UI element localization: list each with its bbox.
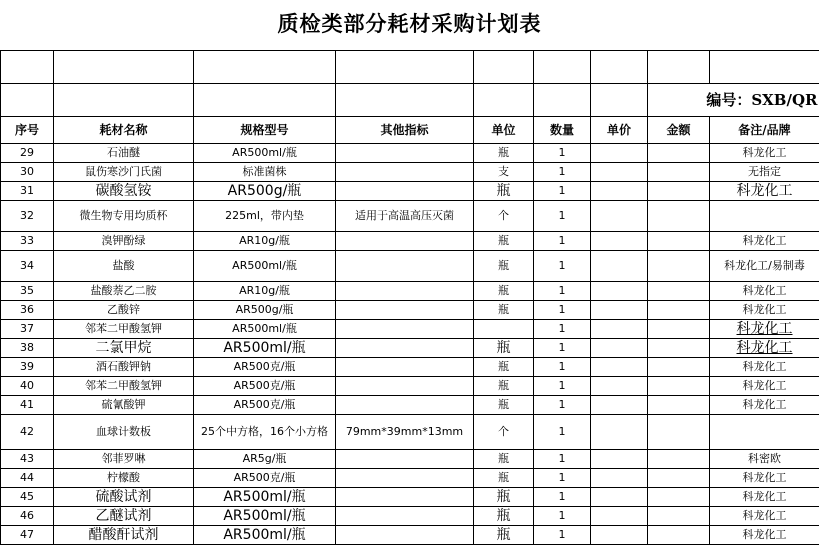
- cell-note: 科龙化工: [710, 301, 819, 320]
- cell-price: [591, 251, 648, 282]
- cell-name: 二氯甲烷: [54, 339, 194, 358]
- cell-note: 科龙化工: [710, 377, 819, 396]
- cell-other: 适用于高温高压灭菌: [336, 201, 474, 232]
- cell-qty: 1: [534, 469, 591, 488]
- page-title: 质检类部分耗材采购计划表: [0, 0, 819, 50]
- cell-no: 36: [1, 301, 54, 320]
- cell-qty: 1: [534, 320, 591, 339]
- cell-other: [336, 232, 474, 251]
- cell-qty: 1: [534, 163, 591, 182]
- cell-note: 科龙化工: [710, 182, 819, 201]
- cell-name: 乙酸锌: [54, 301, 194, 320]
- cell-note: 科龙化工: [710, 488, 819, 507]
- cell-amount: [648, 450, 710, 469]
- cell-unit: 瓶: [474, 144, 534, 163]
- procurement-table: [0, 50, 819, 545]
- cell-price: [591, 450, 648, 469]
- cell-other: [336, 144, 474, 163]
- cell-no: 45: [1, 488, 54, 507]
- cell-name: 盐酸萘乙二胺: [54, 282, 194, 301]
- cell-spec: 225ml，带内垫: [194, 201, 336, 232]
- cell-price: [591, 469, 648, 488]
- cell-qty: 1: [534, 182, 591, 201]
- cell-spec: AR10g/瓶: [194, 282, 336, 301]
- cell-amount: [648, 320, 710, 339]
- header-amount: 金额: [648, 117, 710, 144]
- code-row: [1, 84, 819, 117]
- table-row: [1, 201, 819, 232]
- cell-other: [336, 358, 474, 377]
- header-unit: 单位: [474, 117, 534, 144]
- cell-spec: AR500ml/瓶: [194, 507, 336, 526]
- cell-price: [591, 182, 648, 201]
- cell-unit: 瓶: [474, 182, 534, 201]
- table-row: [1, 469, 819, 488]
- cell-price: [591, 201, 648, 232]
- cell-spec: AR500克/瓶: [194, 396, 336, 415]
- cell-spec: AR500ml/瓶: [194, 144, 336, 163]
- cell-note: 科龙化工/易制毒: [710, 251, 819, 282]
- cell-price: [591, 339, 648, 358]
- cell-no: 47: [1, 526, 54, 545]
- cell-unit: 瓶: [474, 488, 534, 507]
- cell-amount: [648, 396, 710, 415]
- cell-amount: [648, 201, 710, 232]
- cell-amount: [648, 163, 710, 182]
- cell-unit: 瓶: [474, 507, 534, 526]
- cell-price: [591, 163, 648, 182]
- cell-no: 41: [1, 396, 54, 415]
- cell-no: 35: [1, 282, 54, 301]
- cell-amount: [648, 488, 710, 507]
- table-row: [1, 144, 819, 163]
- cell-price: [591, 320, 648, 339]
- cell-qty: 1: [534, 251, 591, 282]
- cell-note: 科龙化工: [710, 526, 819, 545]
- cell-spec: AR500克/瓶: [194, 358, 336, 377]
- cell-name: 邻菲罗啉: [54, 450, 194, 469]
- cell-price: [591, 144, 648, 163]
- cell-qty: 1: [534, 144, 591, 163]
- table-row: [1, 415, 819, 450]
- cell-note: 无指定: [710, 163, 819, 182]
- cell-spec: AR500ml/瓶: [194, 251, 336, 282]
- cell-qty: 1: [534, 396, 591, 415]
- cell-unit: 瓶: [474, 251, 534, 282]
- cell-note: 科龙化工: [710, 339, 819, 358]
- table-row: [1, 396, 819, 415]
- cell-no: 32: [1, 201, 54, 232]
- cell-name: 硫酸试剂: [54, 488, 194, 507]
- cell-spec: 标准菌株: [194, 163, 336, 182]
- cell-spec: AR500ml/瓶: [194, 339, 336, 358]
- cell-price: [591, 488, 648, 507]
- cell-qty: 1: [534, 301, 591, 320]
- header-note: 备注/品牌: [710, 117, 819, 144]
- cell-no: 34: [1, 251, 54, 282]
- cell-spec: AR5g/瓶: [194, 450, 336, 469]
- cell-no: 33: [1, 232, 54, 251]
- cell-amount: [648, 251, 710, 282]
- cell-qty: 1: [534, 339, 591, 358]
- cell-other: [336, 526, 474, 545]
- cell-amount: [648, 301, 710, 320]
- cell-name: 硫氰酸钾: [54, 396, 194, 415]
- cell-unit: 瓶: [474, 232, 534, 251]
- cell-unit: 瓶: [474, 396, 534, 415]
- cell-amount: [648, 377, 710, 396]
- cell-amount: [648, 282, 710, 301]
- cell-unit: 瓶: [474, 450, 534, 469]
- cell-price: [591, 415, 648, 450]
- cell-unit: 个: [474, 201, 534, 232]
- table-row: [1, 163, 819, 182]
- cell-no: 30: [1, 163, 54, 182]
- cell-other: [336, 450, 474, 469]
- cell-spec: AR500g/瓶: [194, 301, 336, 320]
- cell-unit: [474, 320, 534, 339]
- table-row: [1, 358, 819, 377]
- table-row: [1, 450, 819, 469]
- cell-amount: [648, 469, 710, 488]
- cell-qty: 1: [534, 282, 591, 301]
- cell-note: [710, 415, 819, 450]
- cell-note: 科龙化工: [710, 320, 819, 339]
- header-no: 序号: [1, 117, 54, 144]
- table-row: [1, 377, 819, 396]
- cell-no: 29: [1, 144, 54, 163]
- cell-price: [591, 301, 648, 320]
- cell-spec: 25个中方格，16个小方格: [194, 415, 336, 450]
- table-row: [1, 301, 819, 320]
- cell-unit: 瓶: [474, 469, 534, 488]
- cell-other: [336, 339, 474, 358]
- cell-other: [336, 301, 474, 320]
- cell-name: 乙醚试剂: [54, 507, 194, 526]
- cell-amount: [648, 415, 710, 450]
- header-other: 其他指标: [336, 117, 474, 144]
- cell-name: 微生物专用均质杯: [54, 201, 194, 232]
- cell-note: 科龙化工: [710, 144, 819, 163]
- cell-amount: [648, 144, 710, 163]
- cell-unit: 瓶: [474, 339, 534, 358]
- cell-qty: 1: [534, 232, 591, 251]
- header-price: 单价: [591, 117, 648, 144]
- cell-unit: 瓶: [474, 526, 534, 545]
- cell-qty: 1: [534, 201, 591, 232]
- table-row: [1, 526, 819, 545]
- header-qty: 数量: [534, 117, 591, 144]
- cell-qty: 1: [534, 415, 591, 450]
- cell-other: [336, 488, 474, 507]
- table-row: [1, 232, 819, 251]
- cell-name: 鼠伤寒沙门氏菌: [54, 163, 194, 182]
- cell-no: 46: [1, 507, 54, 526]
- cell-other: [336, 507, 474, 526]
- cell-name: 邻苯二甲酸氢钾: [54, 377, 194, 396]
- cell-name: 溴钾酚绿: [54, 232, 194, 251]
- cell-name: 碳酸氢铵: [54, 182, 194, 201]
- cell-unit: 瓶: [474, 301, 534, 320]
- cell-price: [591, 526, 648, 545]
- cell-unit: 瓶: [474, 282, 534, 301]
- cell-spec: AR500g/瓶: [194, 182, 336, 201]
- cell-other: [336, 396, 474, 415]
- cell-spec: AR500ml/瓶: [194, 488, 336, 507]
- table-row: [1, 182, 819, 201]
- cell-no: 39: [1, 358, 54, 377]
- cell-no: 43: [1, 450, 54, 469]
- table-row: [1, 339, 819, 358]
- cell-spec: AR10g/瓶: [194, 232, 336, 251]
- cell-other: [336, 377, 474, 396]
- cell-no: 42: [1, 415, 54, 450]
- cell-no: 37: [1, 320, 54, 339]
- cell-unit: 支: [474, 163, 534, 182]
- cell-qty: 1: [534, 488, 591, 507]
- cell-other: [336, 469, 474, 488]
- cell-unit: 个: [474, 415, 534, 450]
- cell-spec: AR500ml/瓶: [194, 320, 336, 339]
- cell-note: 科龙化工: [710, 282, 819, 301]
- cell-no: 40: [1, 377, 54, 396]
- cell-other: 79mm*39mm*13mm: [336, 415, 474, 450]
- cell-qty: 1: [534, 526, 591, 545]
- cell-price: [591, 358, 648, 377]
- cell-qty: 1: [534, 507, 591, 526]
- cell-name: 石油醚: [54, 144, 194, 163]
- table-row: [1, 282, 819, 301]
- blank-row: [1, 51, 819, 84]
- cell-name: 血球计数板: [54, 415, 194, 450]
- cell-other: [336, 282, 474, 301]
- cell-note: 科龙化工: [710, 232, 819, 251]
- cell-spec: AR500克/瓶: [194, 377, 336, 396]
- cell-price: [591, 507, 648, 526]
- table-row: [1, 488, 819, 507]
- header-row: [1, 117, 819, 144]
- cell-amount: [648, 507, 710, 526]
- cell-amount: [648, 526, 710, 545]
- cell-unit: 瓶: [474, 358, 534, 377]
- cell-price: [591, 282, 648, 301]
- header-name: 耗材名称: [54, 117, 194, 144]
- cell-amount: [648, 232, 710, 251]
- cell-no: 38: [1, 339, 54, 358]
- cell-note: 科龙化工: [710, 507, 819, 526]
- cell-note: 科龙化工: [710, 396, 819, 415]
- cell-name: 酒石酸钾钠: [54, 358, 194, 377]
- table-row: [1, 320, 819, 339]
- cell-amount: [648, 339, 710, 358]
- cell-note: [710, 201, 819, 232]
- cell-unit: 瓶: [474, 377, 534, 396]
- cell-name: 柠檬酸: [54, 469, 194, 488]
- cell-note: 科龙化工: [710, 469, 819, 488]
- cell-other: [336, 251, 474, 282]
- cell-amount: [648, 358, 710, 377]
- cell-other: [336, 182, 474, 201]
- cell-name: 邻苯二甲酸氢钾: [54, 320, 194, 339]
- table-row: [1, 507, 819, 526]
- cell-amount: [648, 182, 710, 201]
- cell-price: [591, 396, 648, 415]
- cell-name: 醋酸酐试剂: [54, 526, 194, 545]
- cell-qty: 1: [534, 450, 591, 469]
- cell-qty: 1: [534, 358, 591, 377]
- table-row: [1, 251, 819, 282]
- cell-price: [591, 232, 648, 251]
- document-code: 编号：SXB/QR: [648, 84, 819, 117]
- cell-other: [336, 163, 474, 182]
- cell-price: [591, 377, 648, 396]
- cell-note: 科龙化工: [710, 358, 819, 377]
- cell-name: 盐酸: [54, 251, 194, 282]
- cell-qty: 1: [534, 377, 591, 396]
- cell-note: 科密欧: [710, 450, 819, 469]
- cell-other: [336, 320, 474, 339]
- cell-spec: AR500ml/瓶: [194, 526, 336, 545]
- cell-no: 44: [1, 469, 54, 488]
- header-spec: 规格型号: [194, 117, 336, 144]
- cell-spec: AR500克/瓶: [194, 469, 336, 488]
- cell-no: 31: [1, 182, 54, 201]
